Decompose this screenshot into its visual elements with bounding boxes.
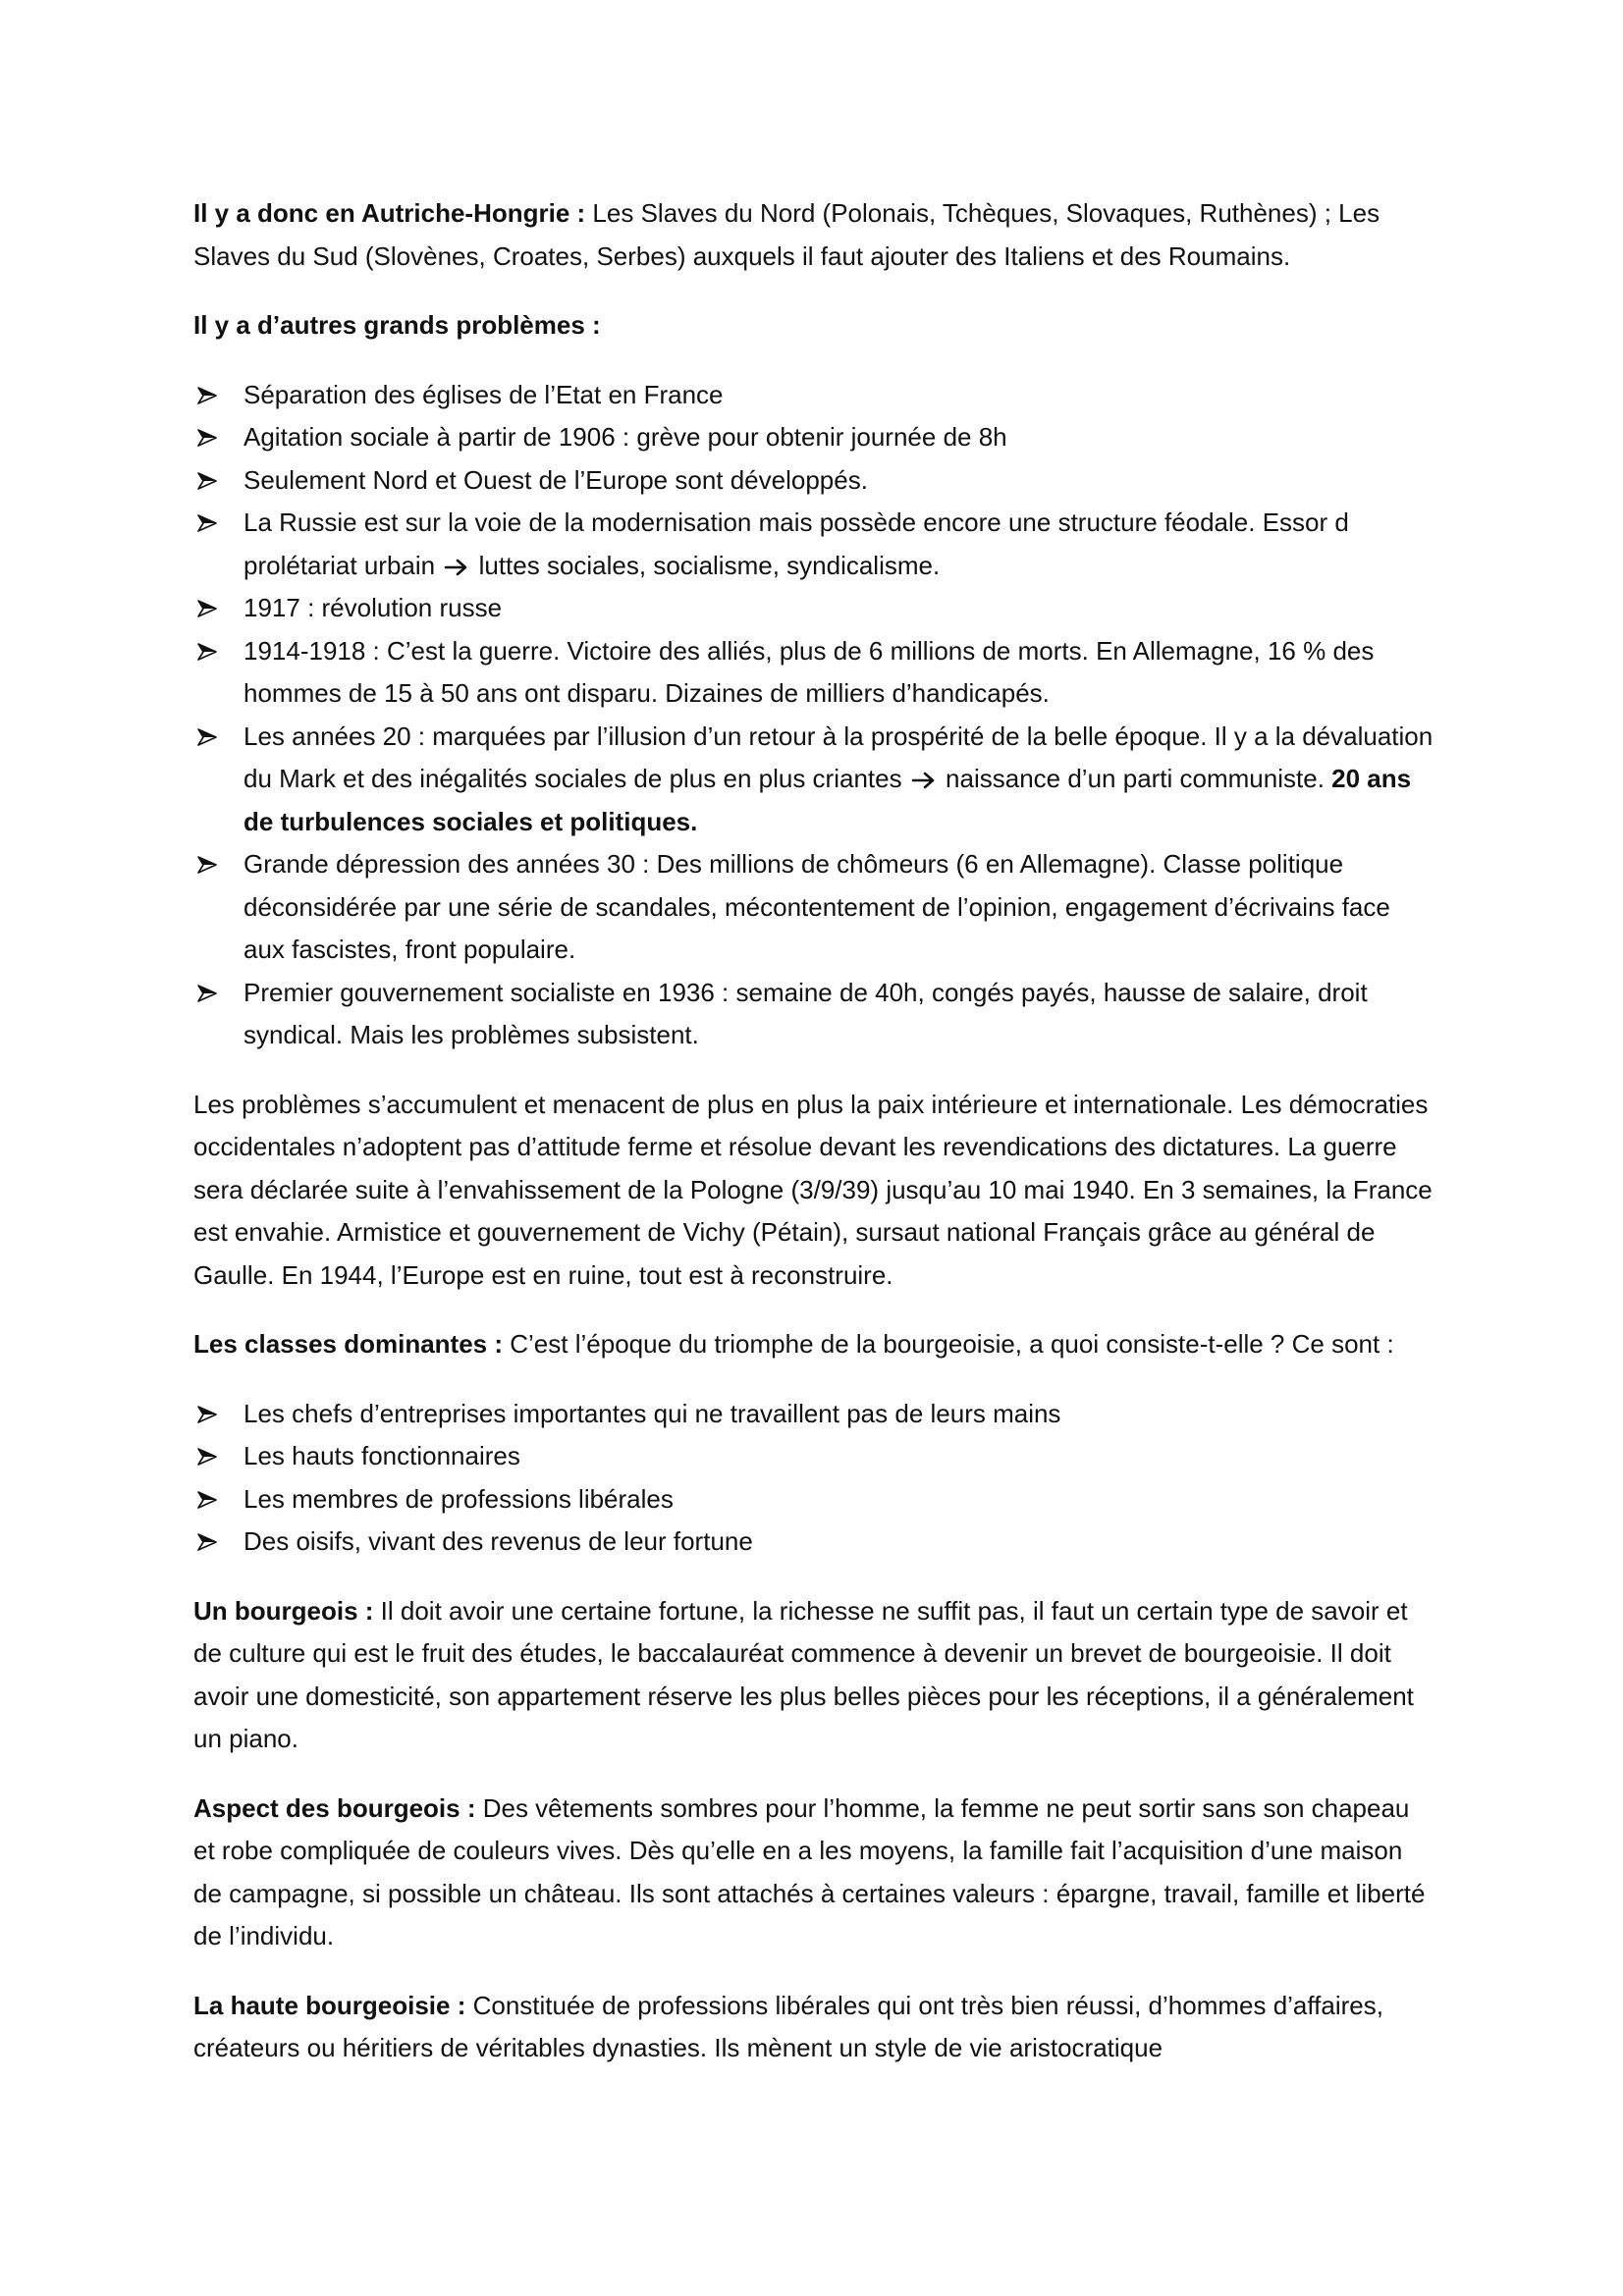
list-item-text: La Russie est sur la voie de la modernisation mais possède encore une structure féodale. Essor d prolétariat urbain (243, 507, 1349, 580)
paragraph-classes-dominantes (193, 1323, 1435, 1366)
paragraph-text: Les problèmes s’accumulent et menacent de plus en plus la paix intérieure et internationale. Les démocraties occidentales n’adoptent pas d’attitude ferme et résolue devant les revendications des dictatures. La guerre sera déclarée suite à l’envahissement de la Pologne (3/9/39) jusqu’au 10 mai 1940. En 3 semaines, la France est envahie. Armistice et gouvernement de Vichy (Pétain), sursaut national Français grâce au général de Gaulle. En 1944, l’Europe est en ruine, tout est à reconstruire. (193, 1089, 1433, 1290)
arrowhead-bullet-icon (197, 843, 217, 886)
list-item-text: luttes sociales, socialisme, syndicalisme. (471, 550, 941, 580)
list-item (193, 1435, 1435, 1478)
list-item (193, 587, 1435, 630)
arrowhead-bullet-icon (197, 630, 217, 673)
list-item-text: Les membres de professions libérales (243, 1483, 674, 1514)
paragraph-autriche-hongrie (193, 192, 1435, 278)
heading-inline: Un bourgeois : (193, 1595, 374, 1626)
list-item (193, 374, 1435, 417)
document-page (193, 192, 1435, 2097)
arrowhead-bullet-icon (197, 1521, 217, 1564)
paragraph-problemes-accumulent (193, 1084, 1435, 1298)
right-arrow-icon (911, 771, 937, 790)
arrowhead-bullet-icon (197, 972, 217, 1015)
problems-list (193, 374, 1435, 1057)
list-item-text: naissance d’un parti communiste. (938, 764, 1332, 793)
heading-inline: Il y a donc en Autriche-Hongrie : (193, 198, 586, 228)
list-item (193, 843, 1435, 972)
list-item (193, 972, 1435, 1057)
arrowhead-bullet-icon (197, 502, 217, 545)
arrowhead-bullet-icon (197, 587, 217, 630)
arrowhead-bullet-icon (197, 716, 217, 759)
list-item-text: Séparation des églises de l’Etat en France (243, 379, 724, 409)
list-item-text: 1917 : révolution russe (243, 593, 503, 622)
list-item-text: Des oisifs, vivant des revenus de leur fortune (243, 1526, 753, 1556)
arrowhead-bullet-icon (197, 459, 217, 503)
arrowhead-bullet-icon (197, 1435, 217, 1478)
list-item-text: 1914-1918 : C’est la guerre. Victoire des alliés, plus de 6 millions de morts. En Allemagne, 16 % des hommes de 15 à 50 ans ont disparu. Dizaines de milliers d’handicapés. (243, 635, 1375, 708)
list-item (193, 716, 1435, 844)
bourgeoisie-list (193, 1393, 1435, 1564)
list-item (193, 1393, 1435, 1436)
list-item (193, 1521, 1435, 1564)
list-item-text: Les années 20 : marquées par l’illusion d’un retour à la prospérité de la belle époque. Il y a la dévaluation du Mark et des inégalités sociales de plus en plus criantes (243, 721, 1434, 793)
list-item-text: Les chefs d’entreprises importantes qui ne travaillent pas de leurs mains (243, 1398, 1061, 1428)
paragraph-text: C’est l’époque du triomphe de la bourgeoisie, a quoi consiste-t-elle ? Ce sont : (503, 1329, 1394, 1359)
arrowhead-bullet-icon (197, 1478, 217, 1522)
list-item-text: Seulement Nord et Ouest de l’Europe sont développés. (243, 464, 868, 495)
list-item-text: Agitation sociale à partir de 1906 : grève pour obtenir journée de 8h (243, 422, 1007, 452)
list-item-bold-text: 20 ans de turbulences sociales et politiques. (243, 764, 1412, 836)
paragraph-text: Des vêtements sombres pour l’homme, la femme ne peut sortir sans son chapeau et robe compliquée de couleurs vives. Dès qu’elle en a les moyens, la famille fait l’acquisition d’une maison de campagne, si possible un château. Ils sont attachés à certaines valeurs : épargne, travail, famille et liberté de l’individu. (193, 1792, 1426, 1950)
right-arrow-icon (444, 558, 469, 577)
arrowhead-bullet-icon (197, 416, 217, 459)
paragraph-text: Il doit avoir une certaine fortune, la richesse ne suffit pas, il faut un certain type de savoir et de culture qui est le fruit des études, le baccalauréat commence à devenir un brevet de bourgeoisie. Il doit avoir une domesticité, son appartement réserve les plus belles pièces pour les réceptions, il a généralement un piano. (193, 1595, 1414, 1753)
heading-inline: Il y a d’autres grands problèmes : (193, 310, 601, 340)
list-item-text: Premier gouvernement socialiste en 1936 : semaine de 40h, congés payés, hausse de salaire, droit syndical. Mais les problèmes subsistent. (243, 977, 1368, 1049)
heading-inline: Aspect des bourgeois : (193, 1792, 476, 1823)
paragraph-text: Constituée de professions libérales qui ont très bien réussi, d’hommes d’affaires, créateurs ou héritiers de véritables dynasties. Ils mènent un style de vie aristocratique (193, 1990, 1383, 2062)
paragraph-autres-problemes (193, 304, 1435, 347)
paragraph-un-bourgeois (193, 1590, 1435, 1761)
list-item (193, 630, 1435, 716)
heading-inline: Les classes dominantes : (193, 1329, 504, 1359)
list-item (193, 502, 1435, 587)
heading-inline: La haute bourgeoisie : (193, 1990, 466, 2020)
list-item-text: Les hauts fonctionnaires (243, 1441, 520, 1470)
arrowhead-bullet-icon (197, 1393, 217, 1436)
list-item (193, 459, 1435, 503)
list-item (193, 1478, 1435, 1522)
arrowhead-bullet-icon (197, 374, 217, 417)
list-item-text: Grande dépression des années 30 : Des millions de chômeurs (6 en Allemagne). Classe politique déconsidérée par une série de scandales, mécontentement de l’opinion, engagement d’écrivains face aux fascistes, front populaire. (243, 849, 1390, 964)
paragraph-aspect-bourgeois (193, 1788, 1435, 1958)
paragraph-text: Les Slaves du Nord (Polonais, Tchèques, Slovaques, Ruthènes) ; Les Slaves du Sud (Slovènes, Croates, Serbes) auxquels il faut ajouter des Italiens et des Roumains. (193, 198, 1380, 271)
list-item (193, 416, 1435, 459)
paragraph-haute-bourgeoisie (193, 1985, 1435, 2070)
